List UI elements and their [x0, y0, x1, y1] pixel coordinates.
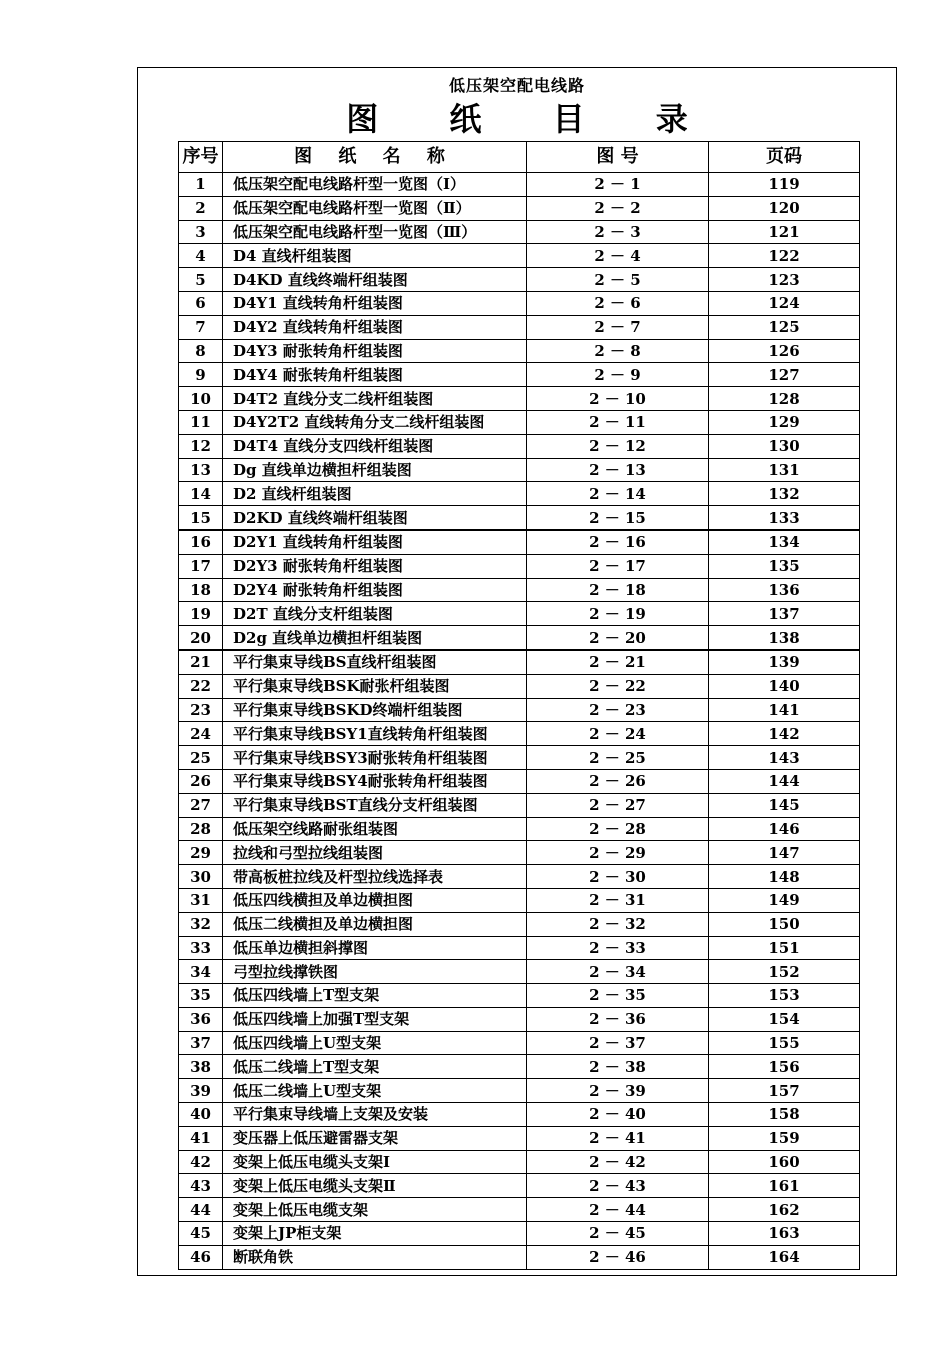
row-number: 44: [179, 1198, 223, 1222]
row-number: 22: [179, 674, 223, 698]
row-drawing-code: 2 － 26: [527, 769, 709, 793]
table-row: [179, 578, 860, 602]
row-page-number: 133: [709, 506, 860, 530]
row-page-number: 148: [709, 865, 860, 889]
row-drawing-name: 变架上低压电缆支架: [223, 1198, 527, 1222]
table-row: [179, 865, 860, 889]
table-row: [179, 1245, 860, 1269]
table-row: [179, 506, 860, 530]
row-drawing-code: 2 － 33: [527, 936, 709, 960]
drawing-index-table: [178, 141, 860, 1270]
row-page-number: 138: [709, 626, 860, 650]
row-drawing-code: 2 － 21: [527, 650, 709, 674]
table-row: [179, 196, 860, 220]
table-row: [179, 1079, 860, 1103]
row-drawing-code: 2 － 38: [527, 1055, 709, 1079]
row-drawing-code: 2 － 32: [527, 912, 709, 936]
row-drawing-code: 2 － 20: [527, 626, 709, 650]
row-drawing-name: 平行集束导线BSY4耐张转角杆组装图: [223, 769, 527, 793]
row-page-number: 159: [709, 1126, 860, 1150]
table-row: [179, 1126, 860, 1150]
row-number: 28: [179, 817, 223, 841]
row-page-number: 140: [709, 674, 860, 698]
row-drawing-name: 低压四线墙上加强T型支架: [223, 1007, 527, 1031]
row-number: 27: [179, 793, 223, 817]
row-drawing-code: 2 － 10: [527, 387, 709, 411]
row-page-number: 147: [709, 841, 860, 865]
row-drawing-code: 2 － 27: [527, 793, 709, 817]
row-page-number: 164: [709, 1245, 860, 1269]
row-drawing-name: 平行集束导线墙上支架及安装: [223, 1103, 527, 1127]
table-body: [179, 173, 860, 1270]
row-drawing-name: 低压单边横担斜撑图: [223, 936, 527, 960]
row-number: 29: [179, 841, 223, 865]
row-drawing-code: 2 － 43: [527, 1174, 709, 1198]
row-number: 3: [179, 220, 223, 244]
row-number: 6: [179, 291, 223, 315]
row-drawing-code: 2 － 11: [527, 410, 709, 434]
row-drawing-code: 2 － 15: [527, 506, 709, 530]
row-number: 26: [179, 769, 223, 793]
table-row: [179, 841, 860, 865]
row-drawing-name: 低压二线墙上U型支架: [223, 1079, 527, 1103]
row-page-number: 157: [709, 1079, 860, 1103]
row-drawing-name: 拉线和弓型拉线组装图: [223, 841, 527, 865]
row-page-number: 156: [709, 1055, 860, 1079]
row-number: 36: [179, 1007, 223, 1031]
row-number: 30: [179, 865, 223, 889]
table-header-row: [179, 142, 860, 173]
row-drawing-code: 2 － 6: [527, 291, 709, 315]
row-page-number: 150: [709, 912, 860, 936]
column-header-page: 页码: [709, 142, 860, 173]
table-row: [179, 817, 860, 841]
table-row: [179, 650, 860, 674]
row-drawing-name: D4Y4 耐张转角杆组装图: [223, 363, 527, 387]
row-drawing-name: 变压器上低压避雷器支架: [223, 1126, 527, 1150]
row-number: 32: [179, 912, 223, 936]
row-drawing-name: 弓型拉线撑铁图: [223, 960, 527, 984]
table-row: [179, 769, 860, 793]
row-page-number: 145: [709, 793, 860, 817]
row-drawing-code: 2 － 34: [527, 960, 709, 984]
row-number: 5: [179, 268, 223, 292]
row-number: 31: [179, 888, 223, 912]
row-drawing-name: 平行集束导线BSY3耐张转角杆组装图: [223, 746, 527, 770]
row-page-number: 155: [709, 1031, 860, 1055]
table-row: [179, 722, 860, 746]
row-number: 46: [179, 1245, 223, 1269]
table-row: [179, 268, 860, 292]
row-page-number: 136: [709, 578, 860, 602]
row-drawing-code: 2 － 4: [527, 244, 709, 268]
row-drawing-name: 变架上低压电缆头支架Ⅱ: [223, 1174, 527, 1198]
table-row: [179, 984, 860, 1008]
row-drawing-name: D4Y1 直线转角杆组装图: [223, 291, 527, 315]
row-page-number: 146: [709, 817, 860, 841]
row-page-number: 129: [709, 410, 860, 434]
row-number: 34: [179, 960, 223, 984]
row-number: 40: [179, 1103, 223, 1127]
table-row: [179, 220, 860, 244]
table-row: [179, 960, 860, 984]
row-page-number: 125: [709, 315, 860, 339]
row-drawing-code: 2 － 5: [527, 268, 709, 292]
row-number: 15: [179, 506, 223, 530]
row-drawing-code: 2 － 25: [527, 746, 709, 770]
row-drawing-code: 2 － 1: [527, 173, 709, 197]
row-drawing-name: 带高板桩拉线及杆型拉线选择表: [223, 865, 527, 889]
row-number: 13: [179, 458, 223, 482]
column-header-name: 图 纸 名 称: [223, 142, 527, 173]
row-page-number: 141: [709, 698, 860, 722]
row-number: 14: [179, 482, 223, 506]
table-row: [179, 1031, 860, 1055]
row-page-number: 163: [709, 1222, 860, 1246]
row-drawing-name: D2Y4 耐张转角杆组装图: [223, 578, 527, 602]
row-drawing-code: 2 － 22: [527, 674, 709, 698]
row-number: 11: [179, 410, 223, 434]
row-number: 1: [179, 173, 223, 197]
document-subtitle: 低压架空配电线路: [448, 76, 585, 95]
row-page-number: 151: [709, 936, 860, 960]
row-drawing-code: 2 － 16: [527, 530, 709, 554]
row-number: 25: [179, 746, 223, 770]
row-page-number: 160: [709, 1150, 860, 1174]
row-page-number: 134: [709, 530, 860, 554]
row-drawing-code: 2 － 9: [527, 363, 709, 387]
row-number: 17: [179, 554, 223, 578]
row-drawing-name: D2Y1 直线转角杆组装图: [223, 530, 527, 554]
row-number: 39: [179, 1079, 223, 1103]
row-drawing-code: 2 － 19: [527, 602, 709, 626]
table-row: [179, 363, 860, 387]
row-drawing-name: 低压架空配电线路杆型一览图（Ⅲ）: [223, 220, 527, 244]
table-row: [179, 888, 860, 912]
row-number: 41: [179, 1126, 223, 1150]
column-header-code: 图 号: [527, 142, 709, 173]
row-number: 23: [179, 698, 223, 722]
table-row: [179, 482, 860, 506]
table-row: [179, 1150, 860, 1174]
row-number: 45: [179, 1222, 223, 1246]
row-number: 20: [179, 626, 223, 650]
row-number: 8: [179, 339, 223, 363]
row-page-number: 128: [709, 387, 860, 411]
row-drawing-name: 低压架空配电线路杆型一览图（Ⅱ）: [223, 196, 527, 220]
row-drawing-code: 2 － 46: [527, 1245, 709, 1269]
row-number: 4: [179, 244, 223, 268]
table-row: [179, 674, 860, 698]
row-number: 16: [179, 530, 223, 554]
table-row: [179, 530, 860, 554]
row-drawing-name: D2KD 直线终端杆组装图: [223, 506, 527, 530]
row-drawing-name: 低压四线横担及单边横担图: [223, 888, 527, 912]
column-header-number: 序号: [179, 142, 223, 173]
row-page-number: 162: [709, 1198, 860, 1222]
row-drawing-name: 低压架空线路耐张组装图: [223, 817, 527, 841]
row-drawing-code: 2 － 13: [527, 458, 709, 482]
row-page-number: 130: [709, 434, 860, 458]
row-page-number: 131: [709, 458, 860, 482]
row-drawing-code: 2 － 36: [527, 1007, 709, 1031]
table-row: [179, 434, 860, 458]
row-drawing-name: 平行集束导线BSY1直线转角杆组装图: [223, 722, 527, 746]
row-page-number: 142: [709, 722, 860, 746]
row-drawing-name: D2g 直线单边横担杆组装图: [223, 626, 527, 650]
row-drawing-code: 2 － 29: [527, 841, 709, 865]
row-drawing-code: 2 － 24: [527, 722, 709, 746]
row-page-number: 158: [709, 1103, 860, 1127]
row-drawing-code: 2 － 40: [527, 1103, 709, 1127]
row-page-number: 143: [709, 746, 860, 770]
row-drawing-name: 低压二线横担及单边横担图: [223, 912, 527, 936]
row-page-number: 127: [709, 363, 860, 387]
row-number: 7: [179, 315, 223, 339]
row-drawing-name: D4Y3 耐张转角杆组装图: [223, 339, 527, 363]
table-row: [179, 698, 860, 722]
row-drawing-name: D4Y2T2 直线转角分支二线杆组装图: [223, 410, 527, 434]
row-number: 37: [179, 1031, 223, 1055]
row-drawing-code: 2 － 2: [527, 196, 709, 220]
row-page-number: 119: [709, 173, 860, 197]
row-number: 24: [179, 722, 223, 746]
table-row: [179, 291, 860, 315]
row-drawing-code: 2 － 14: [527, 482, 709, 506]
row-drawing-code: 2 － 7: [527, 315, 709, 339]
row-number: 19: [179, 602, 223, 626]
row-page-number: 126: [709, 339, 860, 363]
row-drawing-name: 变架上JP柜支架: [223, 1222, 527, 1246]
row-drawing-code: 2 － 8: [527, 339, 709, 363]
row-number: 35: [179, 984, 223, 1008]
row-drawing-code: 2 － 18: [527, 578, 709, 602]
row-drawing-name: 变架上低压电缆头支架Ⅰ: [223, 1150, 527, 1174]
row-drawing-name: D2 直线杆组装图: [223, 482, 527, 506]
row-page-number: 121: [709, 220, 860, 244]
row-drawing-code: 2 － 12: [527, 434, 709, 458]
row-number: 2: [179, 196, 223, 220]
row-drawing-code: 2 － 37: [527, 1031, 709, 1055]
row-number: 38: [179, 1055, 223, 1079]
row-page-number: 139: [709, 650, 860, 674]
row-page-number: 137: [709, 602, 860, 626]
row-drawing-name: 平行集束导线BSK耐张杆组装图: [223, 674, 527, 698]
table-row: [179, 912, 860, 936]
row-drawing-name: 低压四线墙上T型支架: [223, 984, 527, 1008]
row-drawing-code: 2 － 23: [527, 698, 709, 722]
row-number: 9: [179, 363, 223, 387]
row-number: 43: [179, 1174, 223, 1198]
table-row: [179, 1007, 860, 1031]
table-row: [179, 602, 860, 626]
row-page-number: 161: [709, 1174, 860, 1198]
table-row: [179, 387, 860, 411]
row-drawing-code: 2 － 3: [527, 220, 709, 244]
table-row: [179, 1174, 860, 1198]
table-row: [179, 173, 860, 197]
row-page-number: 123: [709, 268, 860, 292]
row-page-number: 120: [709, 196, 860, 220]
row-drawing-code: 2 － 39: [527, 1079, 709, 1103]
row-drawing-name: D2T 直线分支杆组装图: [223, 602, 527, 626]
row-drawing-name: 平行集束导线BSKD终端杆组装图: [223, 698, 527, 722]
row-page-number: 122: [709, 244, 860, 268]
row-page-number: 124: [709, 291, 860, 315]
row-drawing-code: 2 － 17: [527, 554, 709, 578]
row-drawing-code: 2 － 41: [527, 1126, 709, 1150]
table-row: [179, 554, 860, 578]
table-row: [179, 936, 860, 960]
row-drawing-name: Dg 直线单边横担杆组装图: [223, 458, 527, 482]
row-drawing-name: D4KD 直线终端杆组装图: [223, 268, 527, 292]
document-title: 图 纸 目 录: [346, 100, 718, 138]
table-row: [179, 1222, 860, 1246]
row-drawing-name: 平行集束导线BS直线杆组装图: [223, 650, 527, 674]
row-page-number: 154: [709, 1007, 860, 1031]
row-drawing-code: 2 － 42: [527, 1150, 709, 1174]
row-drawing-name: D2Y3 耐张转角杆组装图: [223, 554, 527, 578]
row-drawing-name: 低压二线墙上T型支架: [223, 1055, 527, 1079]
table-row: [179, 1103, 860, 1127]
row-page-number: 144: [709, 769, 860, 793]
row-drawing-name: D4Y2 直线转角杆组装图: [223, 315, 527, 339]
row-page-number: 132: [709, 482, 860, 506]
row-number: 18: [179, 578, 223, 602]
table-row: [179, 746, 860, 770]
table-row: [179, 315, 860, 339]
table-row: [179, 1198, 860, 1222]
row-page-number: 149: [709, 888, 860, 912]
row-page-number: 135: [709, 554, 860, 578]
table-row: [179, 244, 860, 268]
row-number: 21: [179, 650, 223, 674]
table-row: [179, 458, 860, 482]
row-drawing-name: D4T4 直线分支四线杆组装图: [223, 434, 527, 458]
row-drawing-name: 断联角铁: [223, 1245, 527, 1269]
table-row: [179, 410, 860, 434]
row-drawing-code: 2 － 31: [527, 888, 709, 912]
row-drawing-code: 2 － 44: [527, 1198, 709, 1222]
row-drawing-code: 2 － 35: [527, 984, 709, 1008]
table-row: [179, 626, 860, 650]
row-drawing-name: D4 直线杆组装图: [223, 244, 527, 268]
table-row: [179, 793, 860, 817]
row-number: 12: [179, 434, 223, 458]
row-drawing-code: 2 － 28: [527, 817, 709, 841]
table-row: [179, 1055, 860, 1079]
row-number: 10: [179, 387, 223, 411]
row-number: 33: [179, 936, 223, 960]
row-drawing-name: 低压架空配电线路杆型一览图（Ⅰ）: [223, 173, 527, 197]
row-number: 42: [179, 1150, 223, 1174]
row-drawing-name: 平行集束导线BST直线分支杆组装图: [223, 793, 527, 817]
row-drawing-code: 2 － 45: [527, 1222, 709, 1246]
row-drawing-code: 2 － 30: [527, 865, 709, 889]
row-page-number: 153: [709, 984, 860, 1008]
row-page-number: 152: [709, 960, 860, 984]
row-drawing-name: D4T2 直线分支二线杆组装图: [223, 387, 527, 411]
table-row: [179, 339, 860, 363]
row-drawing-name: 低压四线墙上U型支架: [223, 1031, 527, 1055]
